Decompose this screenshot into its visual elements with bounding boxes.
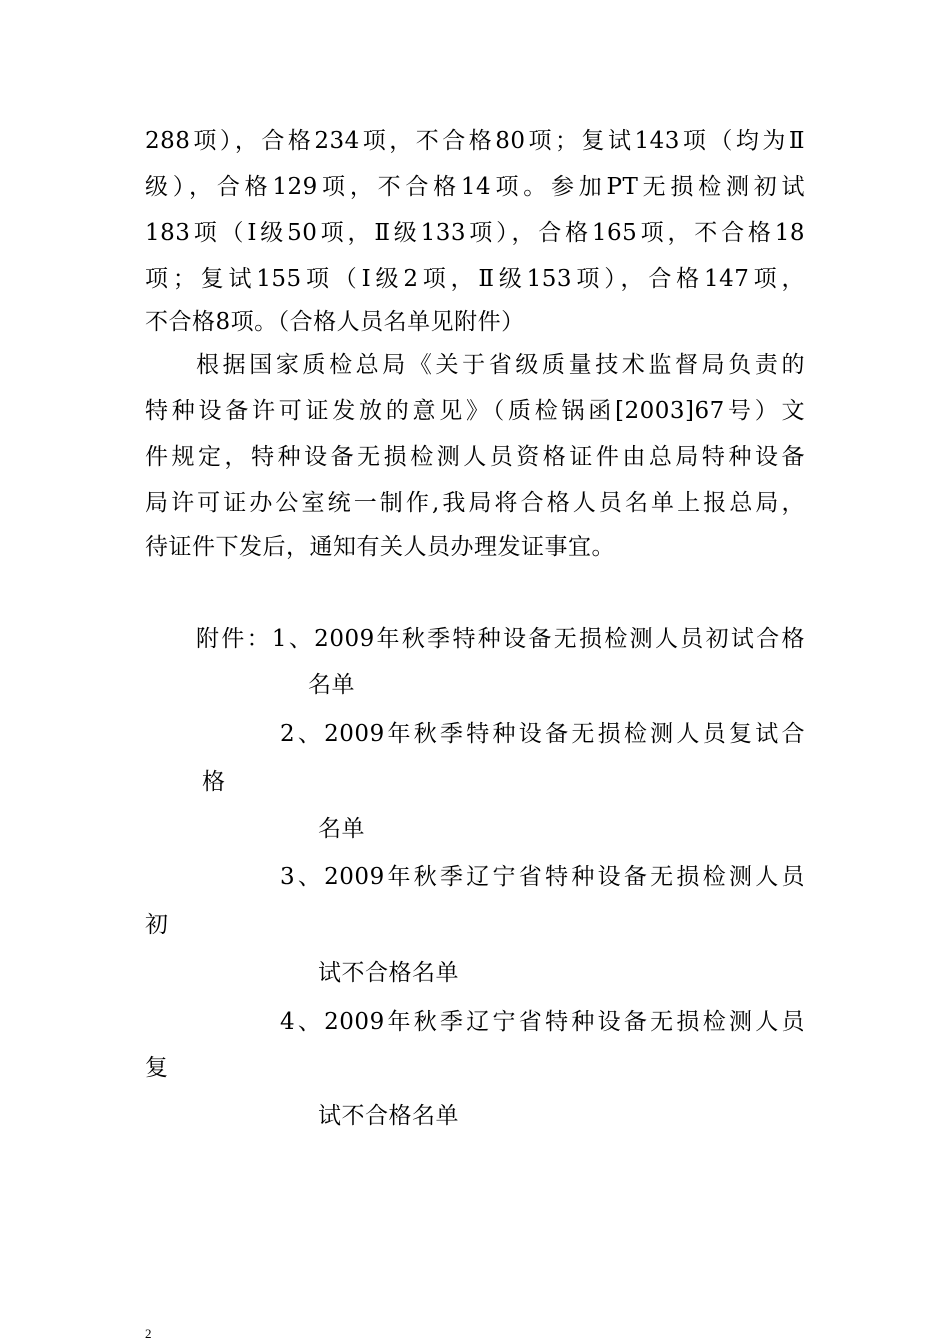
paragraph-2-line-1: 根据国家质检总局《关于省级质量技术监督局负责的 [196, 352, 805, 378]
paragraph-1-line-4: 项；复试155项（Ⅰ级2项，Ⅱ级153项），合格147项， [145, 266, 805, 292]
paragraph-2-line-5: 待证件下发后，通知有关人员办理发证事宜。 [145, 534, 615, 560]
attachment-4-line-1: 4、2009年秋季辽宁省特种设备无损检测人员 [280, 1009, 805, 1035]
paragraph-2-line-3: 件规定，特种设备无损检测人员资格证件由总局特种设备 [145, 444, 805, 470]
attachment-3-line-2: 初 [145, 912, 169, 938]
paragraph-2-line-2: 特种设备许可证发放的意见》（质检锅函[2003]67号）文 [145, 398, 805, 424]
paragraph-1-line-3: 183项（Ⅰ级50项，Ⅱ级133项），合格165项，不合格18 [145, 220, 805, 246]
paragraph-1-line-2: 级），合格129项，不合格14项。参加PT无损检测初试 [145, 174, 805, 200]
attachment-3-line-1: 3、2009年秋季辽宁省特种设备无损检测人员 [280, 864, 805, 890]
attachment-2-line-1: 2、2009年秋季特种设备无损检测人员复试合 [280, 721, 805, 747]
paragraph-1-line-5: 不合格8项。（合格人员名单见附件） [145, 309, 525, 335]
page-number: 2 [145, 1326, 152, 1341]
attachment-4-line-2: 复 [145, 1055, 169, 1081]
paragraph-2-line-4: 局许可证办公室统一制作,我局将合格人员名单上报总局， [145, 490, 805, 516]
attachment-2-line-2: 格 [202, 769, 226, 795]
attachment-3-line-3: 试不合格名单 [318, 960, 459, 986]
attachment-2-line-3: 名单 [318, 816, 365, 842]
attachment-4-line-3: 试不合格名单 [318, 1103, 459, 1129]
attachment-1-line-1: 附件：1、2009年秋季特种设备无损检测人员初试合格 [196, 626, 805, 652]
paragraph-1-line-1: 288项），合格234项，不合格80项；复试143项（均为Ⅱ [145, 128, 805, 154]
attachment-1-line-2: 名单 [308, 672, 355, 698]
